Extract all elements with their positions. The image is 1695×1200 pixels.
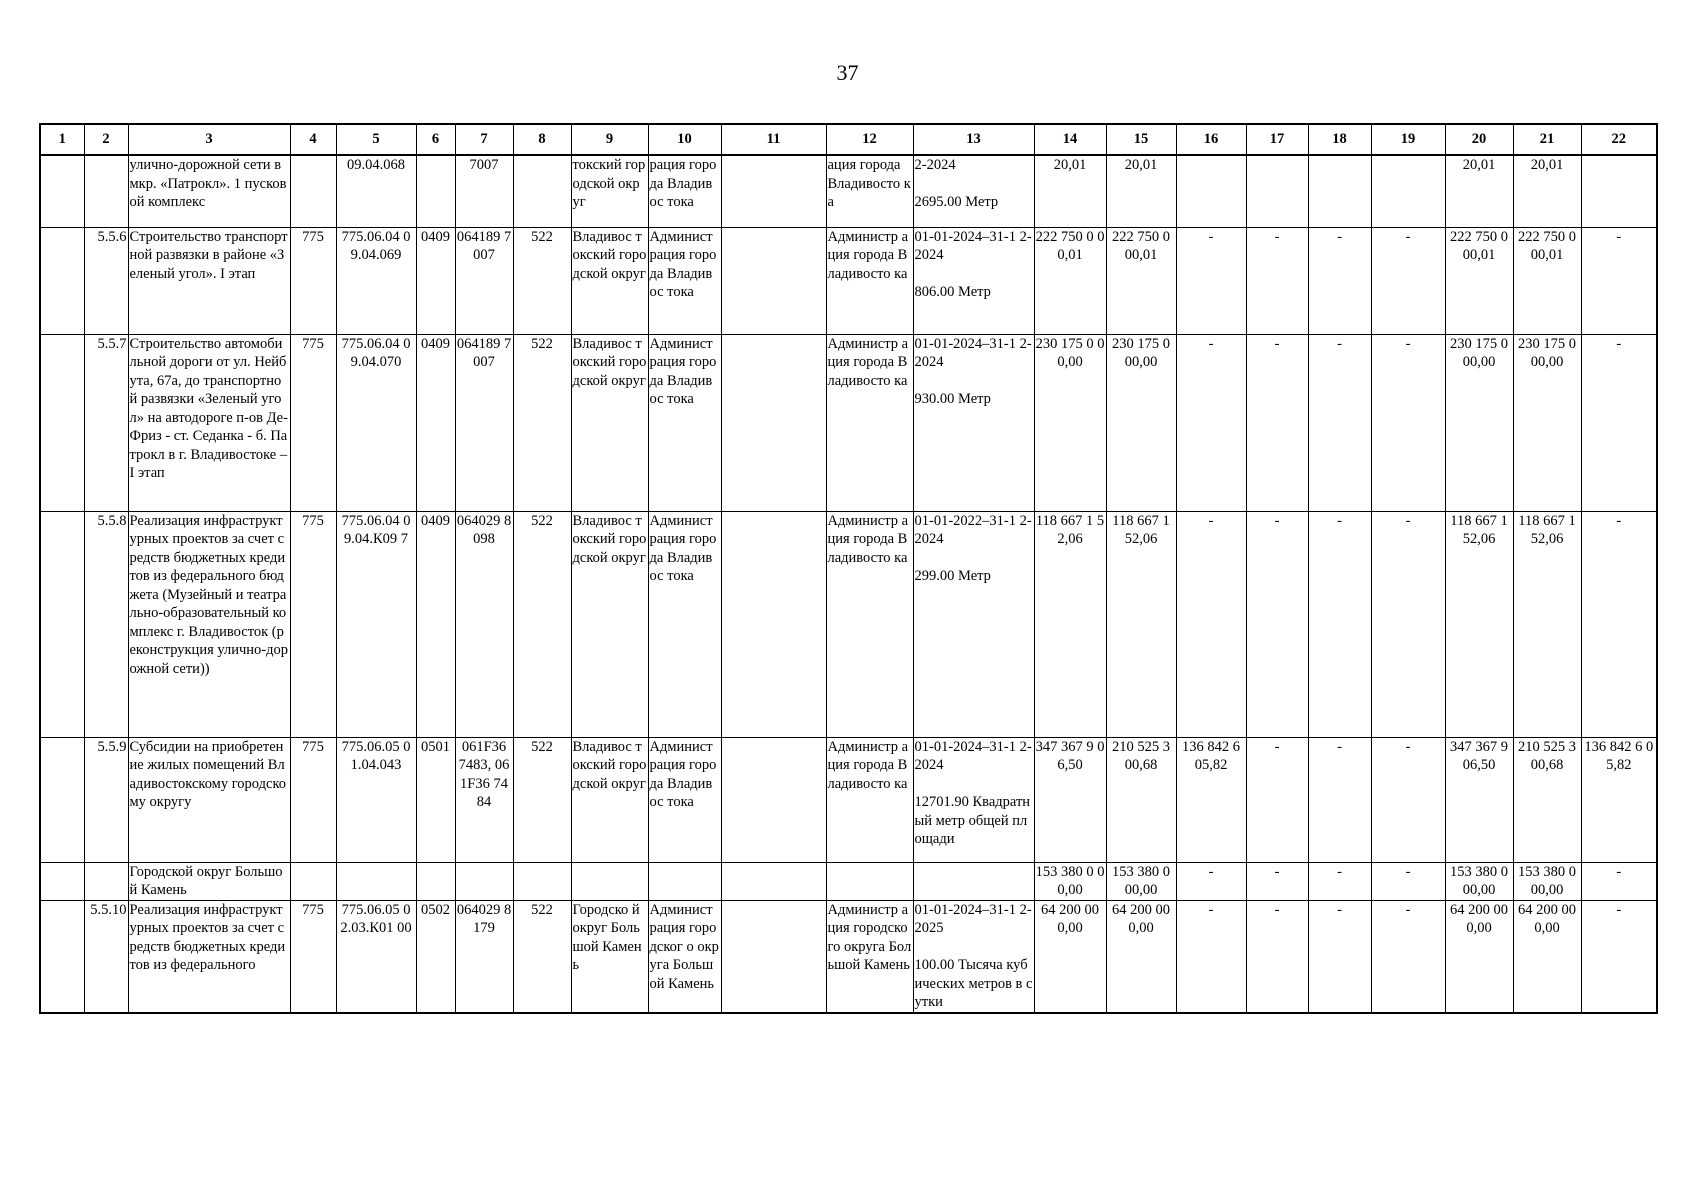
table-row [40,334,1657,511]
cell-col-12: Администр ация города Владивосто ка [826,511,913,737]
column-header-19: 19 [1371,124,1445,155]
period-text: 01-01-2024–31-1 2-2025 [914,901,1032,936]
cell-col-13 [913,862,1034,900]
cell-col-22: - [1581,227,1657,334]
cell-col-5: 775.06.04 09.04.069 [336,227,416,334]
header-row [40,124,1657,155]
cell-col-9: Владивос токский городской округ [571,334,648,511]
cell-col-17: - [1246,334,1308,511]
cell-col-1 [40,737,84,862]
column-header-5: 5 [336,124,416,155]
cell-col-14: 347 367 9 06,50 [1034,737,1106,862]
line-gap [915,265,1033,284]
line-gap [915,372,1033,391]
cell-col-10 [648,862,721,900]
column-header-22: 22 [1581,124,1657,155]
cell-col-2 [84,862,128,900]
cell-col-4: 775 [290,737,336,862]
cell-col-8: 522 [513,227,571,334]
table-row [40,155,1657,227]
cell-col-11 [721,900,826,1013]
cell-col-21: 118 667 1 52,06 [1513,511,1581,737]
cell-col-2: 5.5.10 [84,900,128,1013]
cell-col-16: - [1176,334,1246,511]
cell-col-17: - [1246,737,1308,862]
cell-col-2: 5.5.9 [84,737,128,862]
cell-col-5: 775.06.05 01.04.043 [336,737,416,862]
column-header-1: 1 [40,124,84,155]
cell-col-9: Владивос токский городской округ [571,737,648,862]
cell-col-15: 222 750 0 00,01 [1106,227,1176,334]
measure-text: 299.00 Метр [914,568,991,584]
cell-col-21: 64 200 00 0,00 [1513,900,1581,1013]
cell-col-12 [826,862,913,900]
column-header-10: 10 [648,124,721,155]
cell-col-10: Админист рация города Владивос тока [648,227,721,334]
cell-col-10: Админист рация городског о округа Большой Камень [648,900,721,1013]
column-header-18: 18 [1308,124,1371,155]
cell-col-8: 522 [513,900,571,1013]
cell-col-11 [721,511,826,737]
cell-col-17: - [1246,862,1308,900]
cell-col-2: 5.5.6 [84,227,128,334]
cell-col-15: 20,01 [1106,155,1176,227]
cell-col-6: 0409 [416,334,455,511]
cell-col-15: 64 200 00 0,00 [1106,900,1176,1013]
cell-col-18: - [1308,737,1371,862]
cell-col-12: Администр ация города Владивосто ка [826,334,913,511]
cell-col-6 [416,155,455,227]
cell-col-13 [913,511,1034,737]
cell-col-10: Админист рация города Владивос тока [648,737,721,862]
line-gap [915,175,1033,194]
cell-col-20: 64 200 00 0,00 [1445,900,1513,1013]
table-row [40,737,1657,862]
cell-col-21: 210 525 3 00,68 [1513,737,1581,862]
line-gap [915,775,1033,794]
cell-col-19 [1371,155,1445,227]
cell-col-11 [721,334,826,511]
cell-col-5: 09.04.068 [336,155,416,227]
cell-col-20: 153 380 0 00,00 [1445,862,1513,900]
cell-col-6: 0501 [416,737,455,862]
column-header-21: 21 [1513,124,1581,155]
cell-col-21: 20,01 [1513,155,1581,227]
cell-col-8 [513,155,571,227]
cell-col-8: 522 [513,737,571,862]
period-text: 01-01-2024–31-1 2-2024 [914,738,1032,773]
cell-col-11 [721,155,826,227]
column-header-8: 8 [513,124,571,155]
cell-col-10: Админист рация города Владивос тока [648,511,721,737]
cell-col-10: рация города Владивос тока [648,155,721,227]
period-text: 2-2024 [914,157,956,173]
cell-col-17: - [1246,227,1308,334]
column-header-6: 6 [416,124,455,155]
data-table [39,123,1658,1014]
cell-col-18 [1308,155,1371,227]
cell-col-7: 064189 7007 [455,334,513,511]
column-header-16: 16 [1176,124,1246,155]
cell-col-12: ация города Владивосто ка [826,155,913,227]
cell-col-18: - [1308,862,1371,900]
cell-col-9: токский городской округ [571,155,648,227]
column-header-3: 3 [128,124,290,155]
cell-col-21: 222 750 0 00,01 [1513,227,1581,334]
column-header-9: 9 [571,124,648,155]
cell-col-15: 153 380 0 00,00 [1106,862,1176,900]
column-header-2: 2 [84,124,128,155]
cell-col-3: Реализация инфраструктурных проектов за счет средств бюджетных кредитов из федерального [128,900,290,1013]
cell-col-18: - [1308,511,1371,737]
cell-col-22: - [1581,334,1657,511]
cell-col-1 [40,227,84,334]
cell-col-3: Реализация инфраструктурных проектов за счет средств бюджетных кредитов из федерального бюджета (Музейный и театрально-образовательный комплекс г. Владивосток (реконструкция улично-дорожной сети)) [128,511,290,737]
cell-col-16 [1176,155,1246,227]
cell-col-5: 775.06.04 09.04.К09 7 [336,511,416,737]
cell-col-19: - [1371,862,1445,900]
page-number: 37 [836,60,859,85]
cell-col-13 [913,334,1034,511]
column-header-20: 20 [1445,124,1513,155]
cell-col-1 [40,900,84,1013]
cell-col-19: - [1371,900,1445,1013]
cell-col-12: Администр ация города Владивосто ка [826,227,913,334]
cell-col-19: - [1371,737,1445,862]
cell-col-20: 20,01 [1445,155,1513,227]
cell-col-4: 775 [290,227,336,334]
measure-text: 100.00 Тысяча кубических метров в сутки [914,957,1033,1010]
cell-col-9 [571,862,648,900]
cell-col-21: 230 175 0 00,00 [1513,334,1581,511]
cell-col-14: 222 750 0 00,01 [1034,227,1106,334]
cell-col-19: - [1371,511,1445,737]
cell-col-14: 20,01 [1034,155,1106,227]
cell-col-11 [721,737,826,862]
cell-col-8: 522 [513,334,571,511]
cell-col-12: Администр ация городского округа Большой Камень [826,900,913,1013]
cell-col-16: - [1176,900,1246,1013]
cell-col-1 [40,334,84,511]
cell-col-4: 775 [290,511,336,737]
table-row [40,511,1657,737]
measure-text: 2695.00 Метр [914,194,999,210]
cell-col-7 [455,862,513,900]
cell-col-22 [1581,155,1657,227]
cell-col-13 [913,737,1034,862]
column-header-13: 13 [913,124,1034,155]
cell-col-20: 118 667 1 52,06 [1445,511,1513,737]
cell-col-2: 5.5.7 [84,334,128,511]
cell-col-16: - [1176,511,1246,737]
cell-col-2: 5.5.8 [84,511,128,737]
column-header-11: 11 [721,124,826,155]
cell-col-22: - [1581,511,1657,737]
cell-col-1 [40,862,84,900]
cell-col-21: 153 380 0 00,00 [1513,862,1581,900]
cell-col-22: - [1581,862,1657,900]
cell-col-14: 230 175 0 00,00 [1034,334,1106,511]
cell-col-7: 061F36 7483, 061F36 7484 [455,737,513,862]
cell-col-9: Городско й округ Большой Камень [571,900,648,1013]
cell-col-4: 775 [290,900,336,1013]
cell-col-16: - [1176,227,1246,334]
cell-col-7: 064029 8179 [455,900,513,1013]
table-row [40,862,1657,900]
cell-col-7: 064189 7007 [455,227,513,334]
cell-col-2 [84,155,128,227]
cell-col-4: 775 [290,334,336,511]
cell-col-9: Владивос токский городской округ [571,227,648,334]
cell-col-20: 230 175 0 00,00 [1445,334,1513,511]
cell-col-17: - [1246,511,1308,737]
cell-col-18: - [1308,334,1371,511]
cell-col-3: улично-дорожной сети в мкр. «Патрокл». 1 пусковой комплекс [128,155,290,227]
cell-col-18: - [1308,900,1371,1013]
cell-col-22: 136 842 6 05,82 [1581,737,1657,862]
cell-col-11 [721,227,826,334]
column-header-4: 4 [290,124,336,155]
cell-col-17: - [1246,900,1308,1013]
cell-col-20: 222 750 0 00,01 [1445,227,1513,334]
column-header-15: 15 [1106,124,1176,155]
cell-col-22: - [1581,900,1657,1013]
cell-col-15: 210 525 3 00,68 [1106,737,1176,862]
cell-col-5: 775.06.04 09.04.070 [336,334,416,511]
cell-col-6: 0409 [416,227,455,334]
cell-col-15: 230 175 0 00,00 [1106,334,1176,511]
cell-col-17 [1246,155,1308,227]
cell-col-15: 118 667 1 52,06 [1106,511,1176,737]
column-header-17: 17 [1246,124,1308,155]
period-text: 01-01-2024–31-1 2-2024 [914,228,1032,263]
cell-col-8 [513,862,571,900]
line-gap [915,549,1033,568]
cell-col-9: Владивос токский городской округ [571,511,648,737]
cell-col-14: 118 667 1 52,06 [1034,511,1106,737]
cell-col-7: 7007 [455,155,513,227]
cell-col-1 [40,155,84,227]
cell-col-6: 0502 [416,900,455,1013]
cell-col-3: Строительство автомобильной дороги от ул. Нейбута, 67а, до транспортной развязки «Зеленый угол» на автодороге п-ов Де-Фриз - ст. Седанка - б. Патрокл в г. Владивостоке – I этап [128,334,290,511]
cell-col-4 [290,862,336,900]
cell-col-13 [913,900,1034,1013]
cell-col-12: Администр ация города Владивосто ка [826,737,913,862]
table-row [40,227,1657,334]
cell-col-20: 347 367 9 06,50 [1445,737,1513,862]
cell-col-10: Админист рация города Владивос тока [648,334,721,511]
line-gap [915,938,1033,957]
cell-col-14: 153 380 0 00,00 [1035,863,1105,898]
period-text: 01-01-2022–31-1 2-2024 [914,512,1032,547]
cell-col-19: - [1371,227,1445,334]
table-row [40,900,1657,1013]
period-text: 01-01-2024–31-1 2-2024 [914,335,1032,370]
cell-col-6: 0409 [416,511,455,737]
cell-col-13 [913,227,1034,334]
cell-col-3: Субсидии на приобретение жилых помещений Владивостокскому городскому округу [128,737,290,862]
cell-col-8: 522 [513,511,571,737]
cell-col-18: - [1308,227,1371,334]
cell-col-14: 64 200 00 0,00 [1034,900,1106,1013]
cell-col-16: 136 842 6 05,82 [1176,737,1246,862]
column-header-12: 12 [826,124,913,155]
measure-text: 806.00 Метр [914,284,991,300]
column-header-7: 7 [455,124,513,155]
cell-col-4 [290,155,336,227]
measure-text: 930.00 Метр [914,391,991,407]
cell-col-7: 064029 8098 [455,511,513,737]
column-header-14: 14 [1034,124,1106,155]
cell-col-13 [913,155,1034,227]
cell-col-5 [336,862,416,900]
cell-col-6 [416,862,455,900]
cell-col-11 [721,862,826,900]
cell-col-3: Строительство транспортной развязки в районе «Зеленый угол». I этап [128,227,290,334]
cell-col-19: - [1371,334,1445,511]
measure-text: 12701.90 Квадратный метр общей площади [914,794,1031,847]
cell-col-3: Городской округ Большой Камень [128,862,290,900]
cell-col-16: - [1176,862,1246,900]
cell-col-1 [40,511,84,737]
cell-col-5: 775.06.05 02.03.К01 00 [336,900,416,1013]
